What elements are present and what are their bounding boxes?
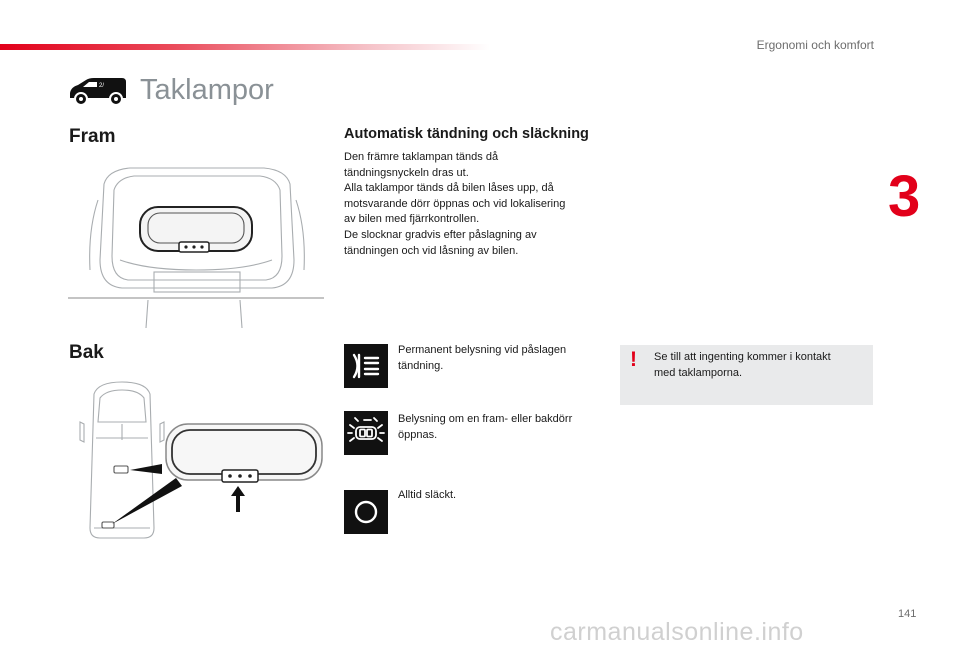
mode-off-text — [398, 488, 598, 504]
mode-door-text — [398, 412, 598, 443]
automatic-line: tändningsnyckeln dras ut. — [344, 166, 469, 179]
van-icon — [68, 76, 128, 111]
mode-line: öppnas. — [398, 428, 438, 441]
mode-line: tändning. — [398, 359, 444, 372]
mode-line: Permanent belysning vid påslagen — [398, 344, 567, 356]
warning-line: Se till att ingenting kommer i kontakt — [654, 351, 831, 363]
section-title: Ergonomi och komfort — [756, 38, 874, 52]
exclamation-icon: ! — [630, 348, 637, 371]
permanent-light-icon — [344, 344, 388, 388]
automatic-line: av bilen med fjärrkontrollen. — [344, 213, 480, 226]
mode-permanent-text — [398, 343, 598, 374]
svg-text:2/: 2/ — [99, 83, 105, 89]
warning-text — [654, 350, 859, 381]
mode-line: Belysning om en fram- eller bakdörr — [398, 413, 573, 425]
automatic-line: Alla taklampor tänds då bilen låses upp, då — [344, 182, 554, 195]
door-open-light-icon — [344, 411, 388, 455]
chapter-number: 3 — [888, 164, 921, 229]
front-ceiling-lamp-illustration — [68, 160, 324, 335]
fram-heading: Fram — [69, 126, 116, 147]
header-accent-bar — [0, 44, 490, 50]
rear-ceiling-lamp-illustration — [72, 378, 328, 549]
automatic-line: Den främre taklampan tänds då — [344, 151, 499, 163]
warning-line: med taklamporna. — [654, 366, 743, 379]
page-title: Taklampor — [140, 74, 274, 106]
page-number: 141 — [898, 608, 917, 620]
watermark: carmanualsonline.info — [550, 618, 804, 646]
mode-line: Alltid släckt. — [398, 489, 457, 501]
bak-heading: Bak — [69, 342, 104, 363]
light-off-icon — [344, 490, 388, 534]
automatic-heading: Automatisk tändning och släckning — [344, 126, 589, 142]
automatic-line: De slocknar gradvis efter påslagning av — [344, 228, 537, 241]
automatic-description — [344, 150, 604, 259]
automatic-line: tändningen och vid låsning av bilen. — [344, 244, 519, 257]
automatic-line: motsvarande dörr öppnas och vid lokalisering — [344, 197, 566, 210]
